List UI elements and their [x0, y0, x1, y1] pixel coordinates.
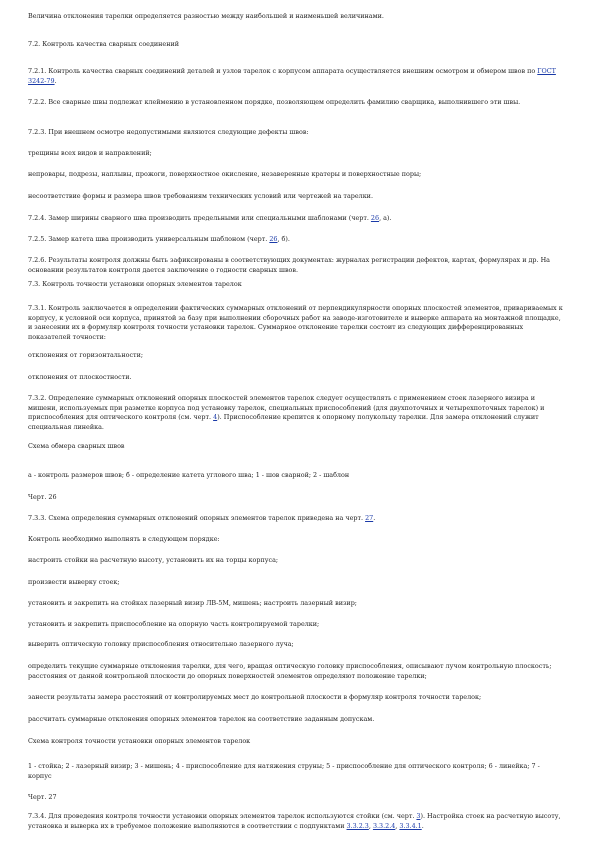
cross-reference-link[interactable]: 27 — [365, 514, 374, 522]
figure-caption-27 — [28, 762, 563, 781]
paragraph-7-3-3 — [28, 514, 563, 524]
step-calculate-deviations — [28, 715, 563, 725]
paragraph-text: а - контроль размеров швов; б - определение катета углового шва; 1 - шов сварной; 2 - шаблон — [28, 471, 350, 479]
list-item-horizontality — [28, 351, 563, 361]
paragraph-7-2-3 — [28, 128, 563, 138]
cross-reference-link[interactable]: ГОСТ 3242-79 — [28, 67, 556, 85]
paragraph-text: , — [368, 821, 373, 830]
paragraph-text: 7.2. Контроль качества сварных соединений — [28, 40, 179, 48]
cross-reference-link[interactable]: 4 — [213, 413, 218, 422]
paragraph-text: 7.2.4. Замер ширины сварного шва производить предельными или специальными шаблонами (черт. — [28, 214, 371, 222]
paragraph-text: 7.2.1. Контроль качества сварных соединений деталей и узлов тарелок с корпусом аппарата осуществляется внешним осмотром и обмером швов по — [28, 67, 538, 75]
paragraph-text: Величина отклонения тарелки определяется разностью между наибольшей и наименьшей величинами. — [28, 12, 384, 20]
cross-reference-link[interactable]: 26 — [370, 214, 380, 222]
paragraph-text: . — [54, 76, 57, 85]
cross-reference-link[interactable]: 3.3.2.3 — [346, 821, 369, 830]
paragraph-text: ). Настройка стоек на расчетную высоту, установка и выверка их в требуемое положение выполняются в соответствии с подпунктами — [28, 812, 561, 830]
list-item-flatness — [28, 373, 563, 383]
figure-label-26 — [28, 493, 563, 503]
list-item-defects — [28, 170, 563, 180]
list-item-mismatch — [28, 192, 563, 202]
paragraph-text: ). Приспособление крепится к опорному полукольцу тарелки. Для замера отклонений служит специальная линейка. — [28, 413, 539, 431]
cross-reference-link[interactable]: 3.3.2.4 — [372, 821, 396, 830]
paragraph-text: 1 - стойка; 2 - лазерный визир; 3 - мишень; 4 - приспособление для натяжения струны; 5 - приспособление для оптического контроля; 6 - линейка; 7 - корпус — [28, 762, 540, 780]
paragraph-text: установить и закрепить приспособление на опорную часть контролируемой тарелки; — [28, 620, 320, 628]
paragraph-text: 7.3.3. Схема определения суммарных отклонений опорных элементов тарелок приведена на черт. — [28, 514, 366, 522]
paragraph-text: Схема контроля точности установки опорных элементов тарелок — [28, 737, 251, 745]
paragraph-text: рассчитать суммарные отклонения опорных элементов тарелок на соответствие заданным допускам. — [28, 715, 375, 723]
cross-reference-link[interactable]: 3 — [416, 812, 421, 820]
figure-label-27 — [28, 793, 563, 803]
paragraph-7-3-1 — [28, 304, 563, 342]
paragraph-text: Черт. 26 — [28, 493, 57, 501]
paragraph-7-3-2 — [28, 394, 563, 432]
step-set-stands — [28, 556, 563, 566]
paragraph-text: Черт. 27 — [28, 793, 57, 801]
figure-title-26 — [28, 442, 563, 452]
paragraph-text: , а). — [379, 214, 392, 222]
paragraph-text: 7.2.6. Результаты контроля должны быть зафиксированы в соответствующих документах: журналах регистрации дефектов, картах, формулярах и др. На основании результатов контроля дается заключение о годности сварных швов. — [28, 256, 550, 274]
paragraph-deviation-definition — [28, 12, 563, 22]
step-install-laser — [28, 599, 563, 609]
step-determine-deviations — [28, 662, 563, 681]
paragraph-text: 7.3. Контроль точности установки опорных элементов тарелок — [28, 280, 242, 288]
heading-7-3 — [28, 280, 563, 290]
paragraph-text: отклонения от горизонтальности; — [28, 351, 143, 359]
paragraph-7-2-1 — [28, 67, 563, 86]
cross-reference-link[interactable]: 26 — [269, 235, 278, 243]
paragraph-text: отклонения от плоскостности. — [28, 373, 132, 381]
paragraph-7-2-5 — [28, 235, 563, 245]
paragraph-text: Контроль необходимо выполнять в следующем порядке: — [28, 535, 220, 543]
paragraph-text: , б). — [277, 235, 290, 243]
paragraph-7-3-4 — [28, 812, 563, 831]
step-install-fixture — [28, 620, 563, 630]
paragraph-text: 7.3.1. Контроль заключается в определении фактических суммарных отклонений от перпендикулярности опорных плоскостей элементов, привариваемых к корпусу, к условной оси корпуса, принятой за базу при выполнении сборочных работ на заводе-изготовителе и выверке аппарата на монтажной площадке, и занесении их в формуляр контроля точности установки тарелок. Суммарное отклонение тарелки состоит из следующих дифференцированных показателей точности: — [28, 304, 563, 341]
paragraph-7-2-4 — [28, 214, 563, 224]
step-align-optical-head — [28, 640, 563, 650]
paragraph-text: . — [373, 514, 376, 522]
paragraph-text: настроить стойки на расчетную высоту, установить их на торцы корпуса; — [28, 556, 279, 564]
step-record-results — [28, 693, 563, 703]
paragraph-text: трещины всех видов и направлений; — [28, 149, 152, 157]
paragraph-text: определить текущие суммарные отклонения тарелки, для чего, вращая оптическую головку приспособления, описывают лучом контрольную плоскость; расстояния от данной контрольной плоскости до опорных поверхностей элементов определяют положение тарелки; — [28, 662, 552, 680]
figure-caption-26 — [28, 471, 563, 481]
paragraph-text: несоответствие формы и размера швов требованиям технических условий или чертежей на тарелки. — [28, 192, 373, 200]
paragraph-text: 7.2.3. При внешнем осмотре недопустимыми являются следующие дефекты швов: — [28, 128, 309, 136]
paragraph-control-order — [28, 535, 563, 545]
paragraph-text: . — [421, 821, 424, 830]
figure-title-27 — [28, 737, 563, 747]
paragraph-7-2-6 — [28, 256, 563, 275]
heading-7-2 — [28, 40, 563, 50]
step-verify-stands — [28, 578, 563, 588]
paragraph-text: непровары, подрезы, наплывы, прожоги, поверхностное окисление, незаверенные кратеры и поверхностные поры; — [28, 170, 422, 178]
paragraph-text: установить и закрепить на стойках лазерный визир ЛВ-5М, мишень; настроить лазерный визир; — [28, 599, 357, 607]
paragraph-text: занести результаты замера расстояний от контролируемых мест до контрольной плоскости в формуляр контроля точности тарелок; — [28, 693, 482, 701]
paragraph-text: , — [395, 821, 400, 830]
paragraph-text: 7.2.5. Замер катета шва производить универсальным шаблоном (черт. — [28, 235, 270, 243]
paragraph-7-2-2 — [28, 98, 563, 108]
cross-reference-link[interactable]: 3.3.4.1 — [399, 821, 422, 830]
paragraph-text: 7.2.2. Все сварные швы подлежат клеймению в установленном порядке, позволяющем определить фамилию сварщика, выполнившего эти швы. — [28, 98, 521, 106]
paragraph-text: 7.3.2. Определение суммарных отклонений опорных плоскостей элементов тарелок следует осуществлять с применением стоек лазерного визира и мишени, используемых при разметке корпуса под установку тарелок, специальных приспособлений (для двухпоточных и четырехпоточных тарелок) и приспособления для оптического контроля (см. черт. — [28, 394, 545, 422]
list-item-cracks — [28, 149, 563, 159]
paragraph-text: произвести выверку стоек; — [28, 578, 120, 586]
paragraph-text: Схема обмера сварных швов — [28, 442, 125, 450]
paragraph-text: 7.3.4. Для проведения контроля точности установки опорных элементов тарелок используются стойки (см. черт. — [28, 812, 417, 820]
paragraph-text: выверить оптическую головку приспособления относительно лазерного луча; — [28, 640, 294, 648]
